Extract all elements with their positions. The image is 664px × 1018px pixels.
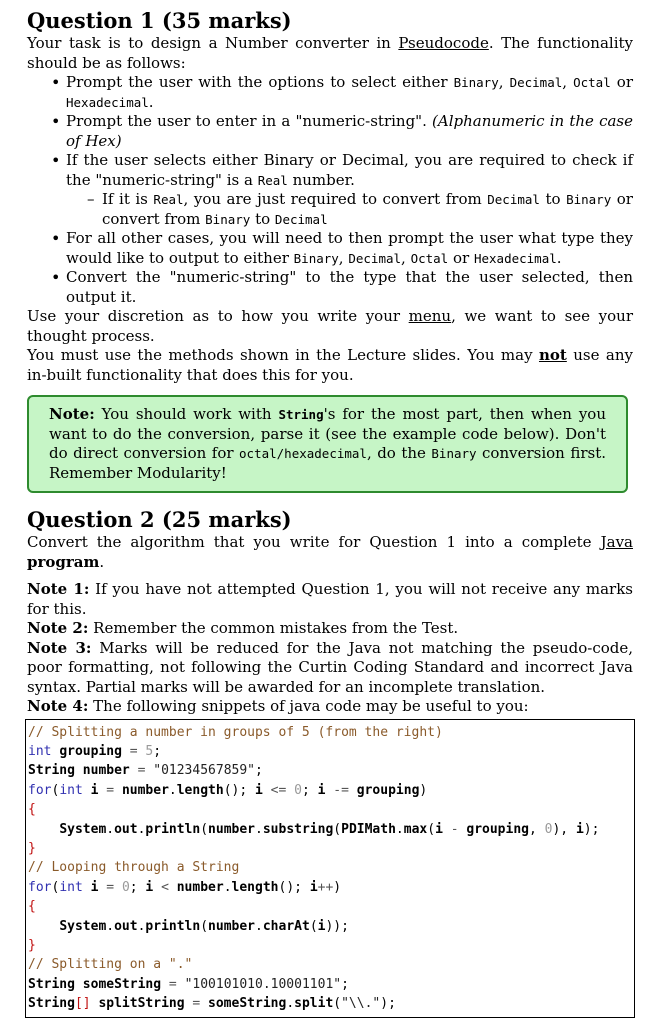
list-subitem: – If it is Real, you are just required to convert from Decimal to Binary or convert from Binary to Decimal <box>27 190 633 229</box>
code-line: for(int i = 0; i < number.length(); i++) <box>28 879 342 895</box>
code-line: // Splitting a number in groups of 5 (from the right) <box>28 724 443 740</box>
note-text: Note: You should work with String's for the most part, then when you want to do the conversion, parse it (see the example code below). Don't do direct conversion for octal/hexadecimal, do the Binary conversion first. Remember Modularity! <box>49 405 606 482</box>
q1-intro: Your task is to design a Number converter in Pseudocode. The functionality should be as follows: <box>27 34 633 72</box>
code-line: String someString = "100101010.10001101"; <box>28 976 349 992</box>
code-snippet <box>25 719 635 1018</box>
code-line: System.out.println(number.substring(PDIMath.max(i - grouping, 0), i); <box>59 821 600 837</box>
code-line: // Looping through a String <box>28 860 240 876</box>
q1-methods-paragraph: You must use the methods shown in the Lecture slides. You may not use any in-built functionality that does this for you. <box>27 346 633 384</box>
q2-title: Question 2 (25 marks) <box>27 507 292 532</box>
list-item: • Prompt the user with the options to select either Binary, Decimal, Octal or Hexadecimal. <box>27 73 633 112</box>
code-line: System.out.println(number.charAt(i)); <box>59 918 349 934</box>
q2-note-3: Note 3: Marks will be reduced for the Java not matching the pseudo-code, poor formatting, not following the Curtin Coding Standard and incorrect Java syntax. Partial marks will be awarded for an incomplete translation. <box>27 638 633 696</box>
code-line: // Splitting on a "." <box>28 957 193 973</box>
list-item: • For all other cases, you will need to then prompt the user what type they would like to output to either Binary, Decimal, Octal or Hexadecimal. <box>27 229 633 268</box>
note-box <box>27 395 628 493</box>
list-item: • If the user selects either Binary or Decimal, you are required to check if the "numeric-string" is a Real number. <box>27 151 633 190</box>
page <box>27 8 633 1018</box>
pseudocode-link: Pseudocode <box>398 34 489 52</box>
q1-title: Question 1 (35 marks) <box>27 8 292 33</box>
q2-note-2: Note 2: Remember the common mistakes from the Test. <box>27 619 459 637</box>
code-line: for(int i = number.length(); i <= 0; i -= grouping) <box>28 782 428 798</box>
q2-intro: Convert the algorithm that you write for Question 1 into a complete Java program. <box>27 533 633 571</box>
code-line: } <box>28 840 36 856</box>
code-line: } <box>28 937 36 953</box>
q2-note-1: Note 1: If you have not attempted Question 1, you will not receive any marks for this. <box>27 580 633 618</box>
code-line: int grouping = 5; <box>28 743 162 759</box>
code-line: { <box>28 802 36 818</box>
list-item: • Prompt the user to enter in a "numeric-string". (Alphanumeric in the case of Hex) <box>27 112 633 151</box>
list-item: • Convert the "numeric-string" to the type that the user selected, then output it. <box>27 268 633 307</box>
q1-menu-paragraph: Use your discretion as to how you write your menu, we want to see your thought process. <box>27 307 633 345</box>
q2-note-4: Note 4: The following snippets of java code may be useful to you: <box>27 697 529 715</box>
code-line: String number = "01234567859"; <box>28 763 263 779</box>
q1-requirements-list <box>27 73 633 307</box>
code-line: String[] splitString = someString.split("\\."); <box>28 996 396 1012</box>
code-line: { <box>28 899 36 915</box>
